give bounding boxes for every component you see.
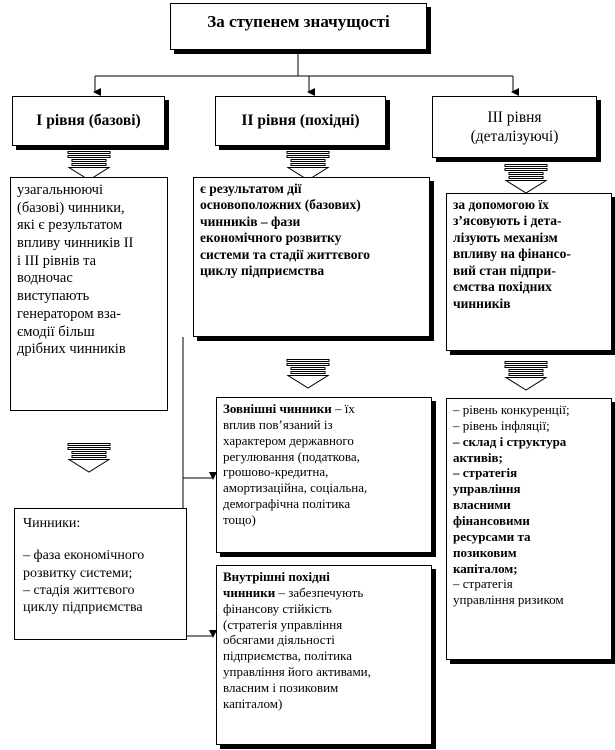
text-line: капіталом): [223, 695, 283, 711]
list-item: – склад і структура: [453, 433, 567, 449]
list-item: управління ризиком: [453, 592, 564, 608]
text-line: ємства похідних: [453, 279, 552, 295]
text-line: системи та стадії життєвого: [200, 246, 371, 262]
list-item: – стратегія: [453, 576, 513, 592]
internal-factors-box: [216, 565, 432, 745]
text-line: які є результатом: [17, 217, 123, 234]
text-line: циклу підприємства: [23, 599, 143, 615]
text-line: чинників – фази: [200, 213, 301, 229]
text-line: виступають: [17, 288, 90, 305]
external-factors-box: [216, 397, 432, 553]
text-line: за допомогою їх: [453, 197, 549, 212]
text-line: є результатом дії: [200, 181, 302, 196]
col3-factors-list-box: [446, 398, 612, 660]
diagram-title: [170, 3, 427, 50]
level2-label: ІІ рівня (похідні): [241, 112, 360, 129]
level1-box: [12, 96, 165, 146]
text-line: демографічна політика: [223, 496, 351, 512]
list-item: фінансовими: [453, 513, 530, 529]
factors-heading: Чинники:: [23, 516, 81, 531]
external-heading: Зовнішні чинники: [223, 401, 332, 416]
text-line: лізують механізм: [453, 229, 558, 245]
text-line: і ІІІ рівнів та: [17, 252, 97, 269]
text-line: (стратегія управління: [223, 616, 343, 632]
text-line: чинників: [453, 295, 511, 311]
text-line: основоположних (базових): [200, 197, 361, 213]
level3-label-line1: ІІІ рівня: [487, 108, 542, 126]
text-line: водночас: [17, 270, 73, 287]
list-item: – стратегія: [453, 465, 518, 481]
text-line: впливу на фінансо-: [453, 246, 571, 262]
block-arrow-icon: [504, 164, 548, 194]
text-line: ємодії більш: [17, 323, 95, 340]
block-arrow-icon: [67, 443, 111, 473]
text-line: вплив пов’язаний із: [223, 416, 333, 432]
text-line: – стадія життєвого: [23, 582, 135, 598]
level3-box: [432, 96, 597, 158]
text-line: фінансову стійкість: [223, 600, 332, 616]
list-item: капіталом;: [453, 560, 518, 576]
col2-description-box: [193, 177, 430, 337]
list-item: – рівень інфляції;: [453, 417, 550, 433]
level3-label-line2: (деталізуючі): [470, 128, 559, 145]
text-line: обсягами діяльності: [223, 632, 335, 648]
list-item: – рівень конкуренції;: [453, 402, 570, 417]
title-text: За ступенем значущості: [207, 11, 390, 31]
text-line: (базові) чинники,: [17, 199, 125, 216]
internal-heading: Внутрішні похідні: [223, 569, 330, 584]
internal-heading: чинники: [223, 584, 276, 600]
text-line: впливу чинників ІІ: [17, 235, 134, 252]
list-item: власними: [453, 497, 511, 513]
text-line: – забезпечують: [275, 584, 364, 600]
text-line: з’ясовують і дета-: [453, 213, 562, 229]
text-line: управління його активами,: [223, 664, 371, 680]
col1-description-box: [10, 177, 168, 411]
block-arrow-icon: [286, 359, 330, 389]
level1-label: І рівня (базові): [36, 112, 141, 129]
text-line: регулювання (податкова,: [223, 448, 360, 464]
text-line: амортизаційна, соціальна,: [223, 480, 368, 496]
text-line: дрібних чинників: [17, 341, 126, 358]
text-line: узагальнюючі: [17, 182, 103, 198]
text-line: власним і позиковим: [223, 680, 339, 696]
list-item: ресурсами та: [453, 528, 531, 544]
list-item: управління: [453, 481, 521, 497]
text-line: – їх: [331, 401, 355, 416]
text-line: розвитку системи;: [23, 565, 133, 581]
text-line: циклу підприємства: [200, 263, 325, 279]
block-arrow-icon: [504, 361, 548, 391]
col1-factors-box: [14, 508, 187, 640]
level2-box: [215, 96, 386, 146]
text-line: підприємства, політика: [223, 648, 353, 664]
list-item: позиковим: [453, 544, 517, 560]
col3-description-box: [446, 193, 612, 351]
text-line: економічного розвитку: [200, 230, 342, 246]
text-line: грошово-кредитна,: [223, 464, 329, 480]
text-line: тощо): [223, 512, 256, 528]
list-item: активів;: [453, 449, 503, 465]
text-line: генератором вза-: [17, 305, 121, 322]
text-line: характером державного: [223, 432, 354, 448]
text-line: вий стан підпри-: [453, 262, 556, 278]
text-line: – фаза економічного: [23, 548, 145, 564]
